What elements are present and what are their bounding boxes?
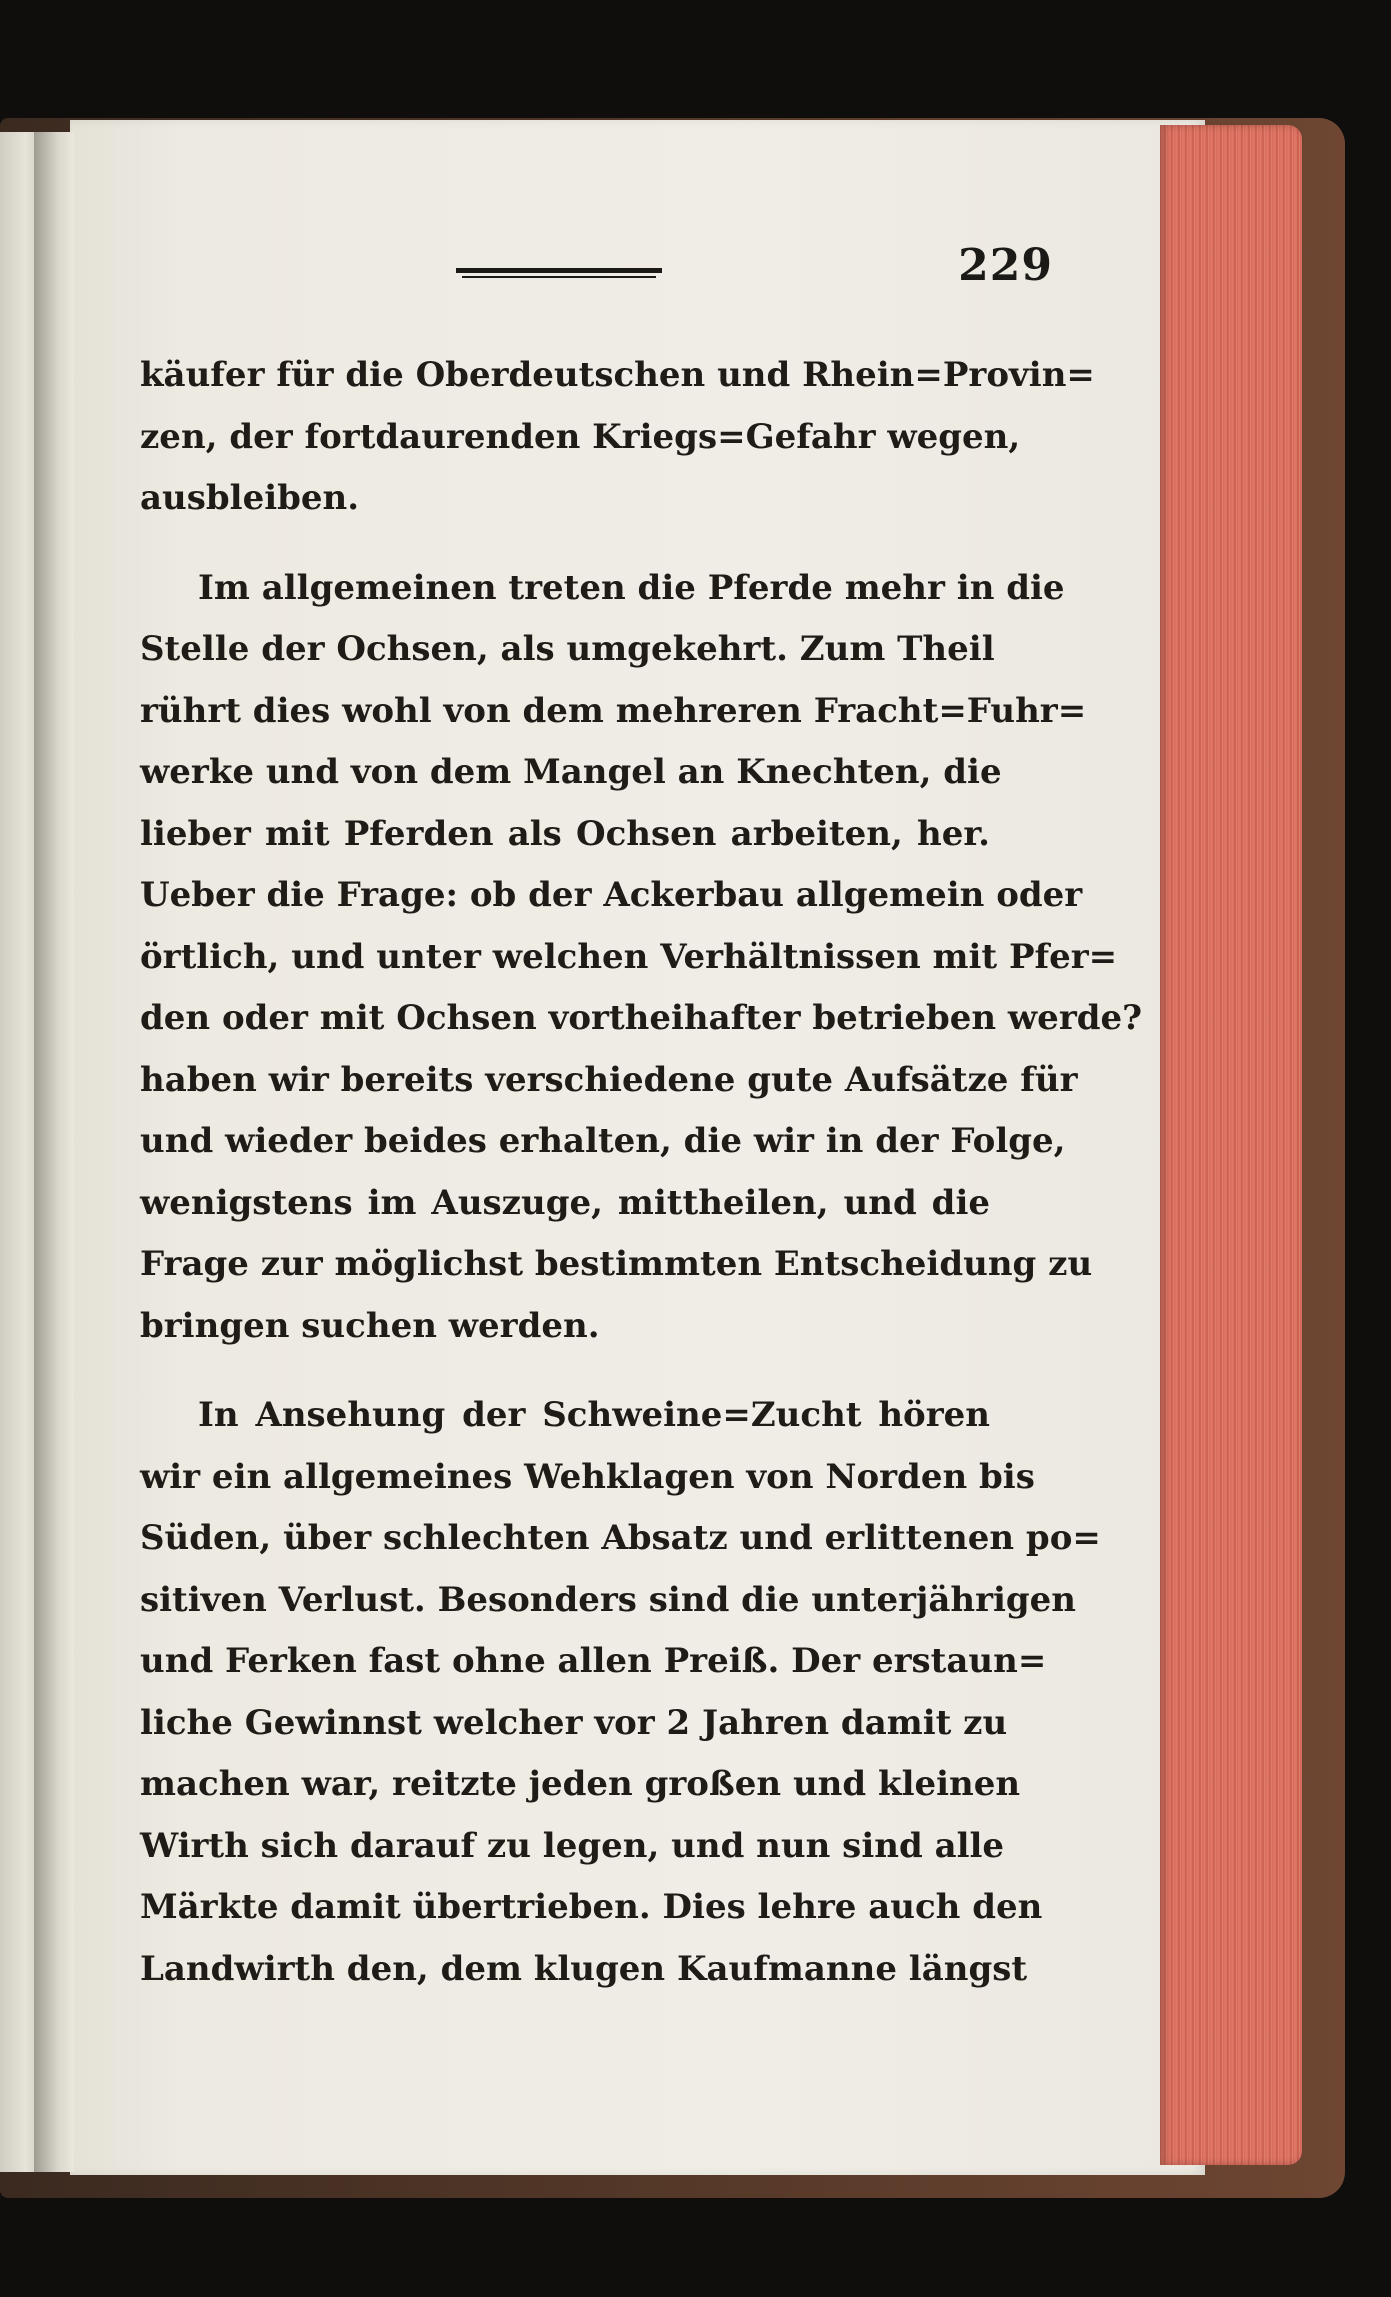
- text-line: wir ein allgemeines Wehklagen von Norden bis: [140, 1456, 1035, 1497]
- text-line: Ueber die Frage: ob der Ackerbau allgemein oder: [140, 875, 1083, 915]
- text-line: In Ansehung der Schweine=Zucht hören: [198, 1395, 990, 1435]
- text-line: machen war, reitzte jeden großen und kleinen: [140, 1764, 1021, 1804]
- page-number: 229: [958, 240, 1053, 291]
- text-line: wenigstens im Auszuge, mittheilen, und die: [140, 1182, 990, 1223]
- text-line: ausbleiben.: [140, 478, 360, 518]
- paragraph-gap: [140, 530, 990, 558]
- paragraph-gap: [140, 1357, 990, 1385]
- header-rule: [456, 268, 662, 278]
- text-line: örtlich, und unter welchen Verhältnissen mit Pfer=: [140, 936, 1118, 977]
- body-text: [140, 345, 1143, 2000]
- text-line: werke und von dem Mangel an Knechten, die: [140, 752, 1002, 792]
- text-line: rührt dies wohl von dem mehreren Fracht=Fuhr=: [140, 690, 1087, 731]
- text-line: und wieder beides erhalten, die wir in der Folge,: [140, 1121, 1066, 1161]
- text-line: käufer für die Oberdeutschen und Rhein=Provin=: [140, 355, 1095, 395]
- text-line: Landwirth den, dem klugen Kaufmanne längst: [140, 1948, 1028, 1989]
- running-head: [70, 240, 1205, 310]
- red-page-edges: [1160, 125, 1302, 2165]
- text-line: Süden, über schlechten Absatz und erlittenen po=: [140, 1518, 1101, 1558]
- text-line: lieber mit Pferden als Ochsen arbeiten, her.: [140, 813, 990, 854]
- left-page-edge: [0, 132, 38, 2172]
- header-rule-thin: [462, 276, 656, 278]
- text-line: haben wir bereits verschiedene gute Aufsätze für: [140, 1059, 1078, 1100]
- text-line: liche Gewinnst welcher vor 2 Jahren damit zu: [140, 1702, 1008, 1743]
- text-line: Stelle der Ochsen, als umgekehrt. Zum Theil: [140, 629, 995, 669]
- header-rule-thick: [456, 268, 662, 273]
- text-line: Märkte damit übertrieben. Dies lehre auch den: [140, 1887, 1043, 1927]
- text-line: zen, der fortdaurenden Kriegs=Gefahr wegen,: [140, 416, 1021, 457]
- text-line: bringen suchen werden.: [140, 1305, 600, 1346]
- text-line: und Ferken fast ohne allen Preiß. Der erstaun=: [140, 1641, 1047, 1681]
- text-line: den oder mit Ochsen vortheihafter betrieben werde?: [140, 998, 1143, 1038]
- text-line: Im allgemeinen treten die Pferde mehr in die: [198, 567, 1065, 608]
- text-line: Frage zur möglichst bestimmten Entscheidung zu: [140, 1244, 1093, 1284]
- page-gutter: [34, 132, 74, 2172]
- text-line: sitiven Verlust. Besonders sind die unterjährigen: [140, 1579, 1077, 1620]
- text-line: Wirth sich darauf zu legen, und nun sind alle: [140, 1825, 1005, 1866]
